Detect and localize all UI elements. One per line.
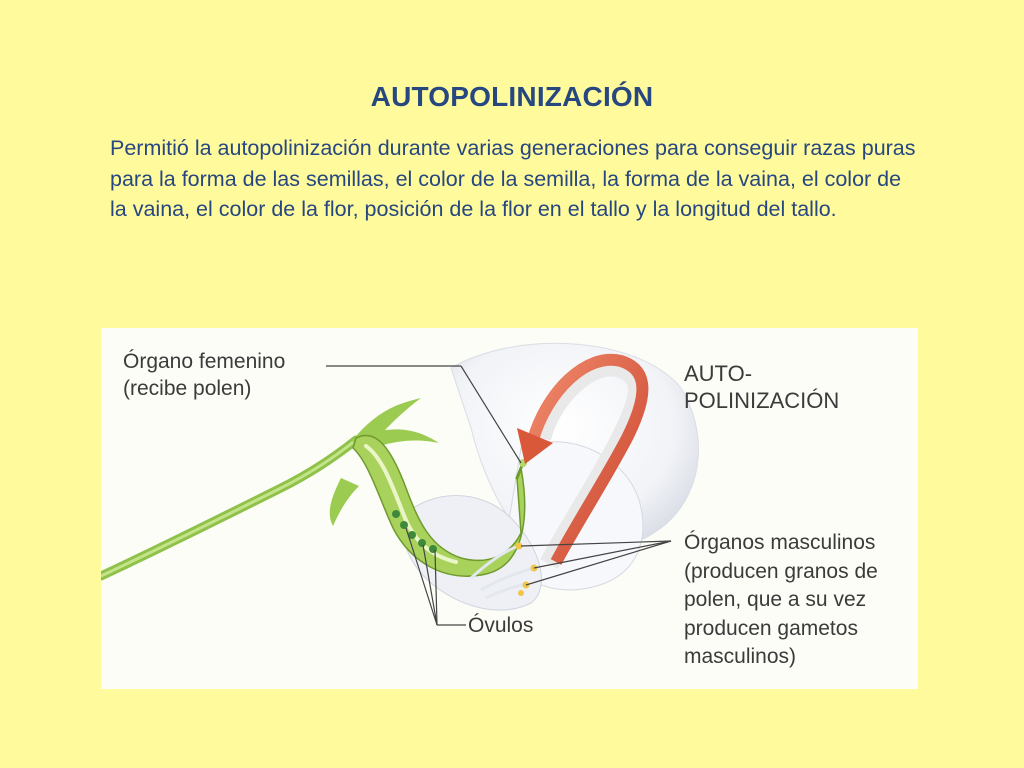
flower-diagram <box>101 328 918 689</box>
female-organ-label: Órgano femenino (recibe polen) <box>123 350 286 400</box>
flower-stem <box>101 440 356 576</box>
self-pollination-label: AUTO- POLINIZACIÓN <box>684 361 840 413</box>
slide-body-text: Permitió la autopolinización durante varias generaciones para conseguir razas puras para la forma de las semillas, el color de la semilla, la forma de la vaina, el color de la vaina, el color de la flor, posición de la flor en el tallo y la longitud del tallo. <box>110 136 916 221</box>
slide-title: AUTOPOLINIZACIÓN <box>370 80 654 112</box>
male-organs-label: Órganos masculinos (producen granos de polen, que a su vez producen gametos masculinos) <box>684 531 878 668</box>
ovules-label: Óvulos <box>468 614 534 637</box>
